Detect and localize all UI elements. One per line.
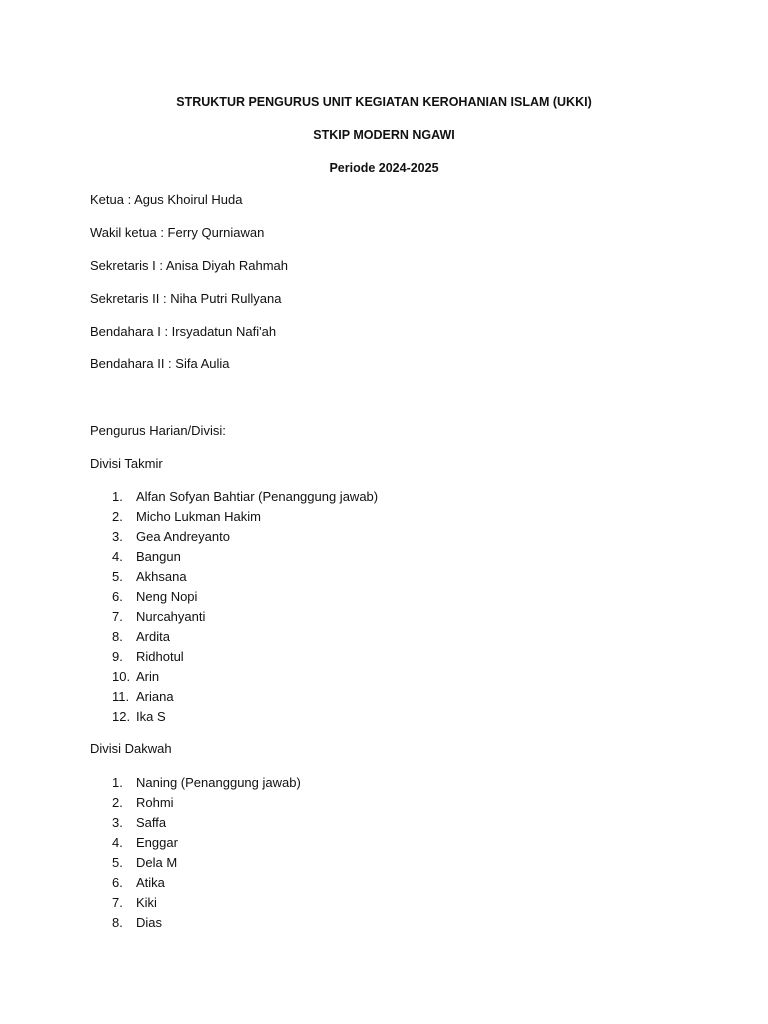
member-name: Naning (Penanggung jawab) — [136, 775, 301, 790]
list-number: 6. — [112, 589, 123, 604]
officer-bendahara-2: Bendahara II : Sifa Aulia — [90, 356, 230, 371]
list-number: 1. — [112, 775, 123, 790]
list-number: 8. — [112, 629, 123, 644]
member-name: Gea Andreyanto — [136, 529, 230, 544]
list-number: 11. — [112, 689, 130, 704]
list-number: 5. — [112, 569, 123, 584]
officer-wakil-ketua: Wakil ketua : Ferry Qurniawan — [90, 225, 265, 240]
list-number: 5. — [112, 855, 123, 870]
list-number: 1. — [112, 489, 123, 504]
member-name: Alfan Sofyan Bahtiar (Penanggung jawab) — [136, 489, 379, 504]
member-name: Micho Lukman Hakim — [136, 509, 261, 524]
member-name: Neng Nopi — [136, 589, 198, 604]
officer-sekretaris-2: Sekretaris II : Niha Putri Rullyana — [90, 291, 282, 306]
member-name: Enggar — [136, 835, 178, 850]
member-name: Ardita — [136, 629, 170, 644]
member-name: Dias — [136, 915, 163, 930]
divisi-takmir-title: Divisi Takmir — [90, 456, 163, 471]
member-name: Arin — [136, 669, 160, 684]
member-name: Saffa — [136, 815, 167, 830]
member-name: Rohmi — [136, 795, 174, 810]
list-number: 3. — [112, 815, 123, 830]
member-name: Nurcahyanti — [136, 609, 206, 624]
divisi-dakwah-title: Divisi Dakwah — [90, 741, 172, 756]
divisions-heading: Pengurus Harian/Divisi: — [90, 423, 226, 438]
list-number: 10. — [112, 669, 131, 684]
list-number: 6. — [112, 875, 123, 890]
list-number: 4. — [112, 835, 123, 850]
officer-sekretaris-1: Sekretaris I : Anisa Diyah Rahmah — [90, 258, 288, 273]
list-number: 8. — [112, 915, 123, 930]
document-title: STRUKTUR PENGURUS UNIT KEGIATAN KEROHANIAN ISLAM (UKKI) — [176, 95, 592, 109]
member-name: Kiki — [136, 895, 157, 910]
member-name: Atika — [136, 875, 165, 890]
list-number: 12. — [112, 709, 131, 724]
period-label: Periode 2024-2025 — [329, 161, 439, 175]
member-name: Ridhotul — [136, 649, 184, 664]
member-name: Ika S — [136, 709, 166, 724]
list-number: 9. — [112, 649, 123, 664]
list-number: 4. — [112, 549, 123, 564]
list-number: 3. — [112, 529, 123, 544]
member-name: Dela M — [136, 855, 178, 870]
member-name: Akhsana — [136, 569, 187, 584]
member-name: Ariana — [136, 689, 174, 704]
list-number: 7. — [112, 609, 123, 624]
officer-bendahara-1: Bendahara I : Irsyadatun Nafi'ah — [90, 324, 277, 339]
officer-ketua: Ketua : Agus Khoirul Huda — [90, 192, 243, 207]
list-number: 7. — [112, 895, 123, 910]
institution-name: STKIP MODERN NGAWI — [313, 128, 455, 142]
list-number: 2. — [112, 795, 123, 810]
member-name: Bangun — [136, 549, 181, 564]
list-number: 2. — [112, 509, 123, 524]
